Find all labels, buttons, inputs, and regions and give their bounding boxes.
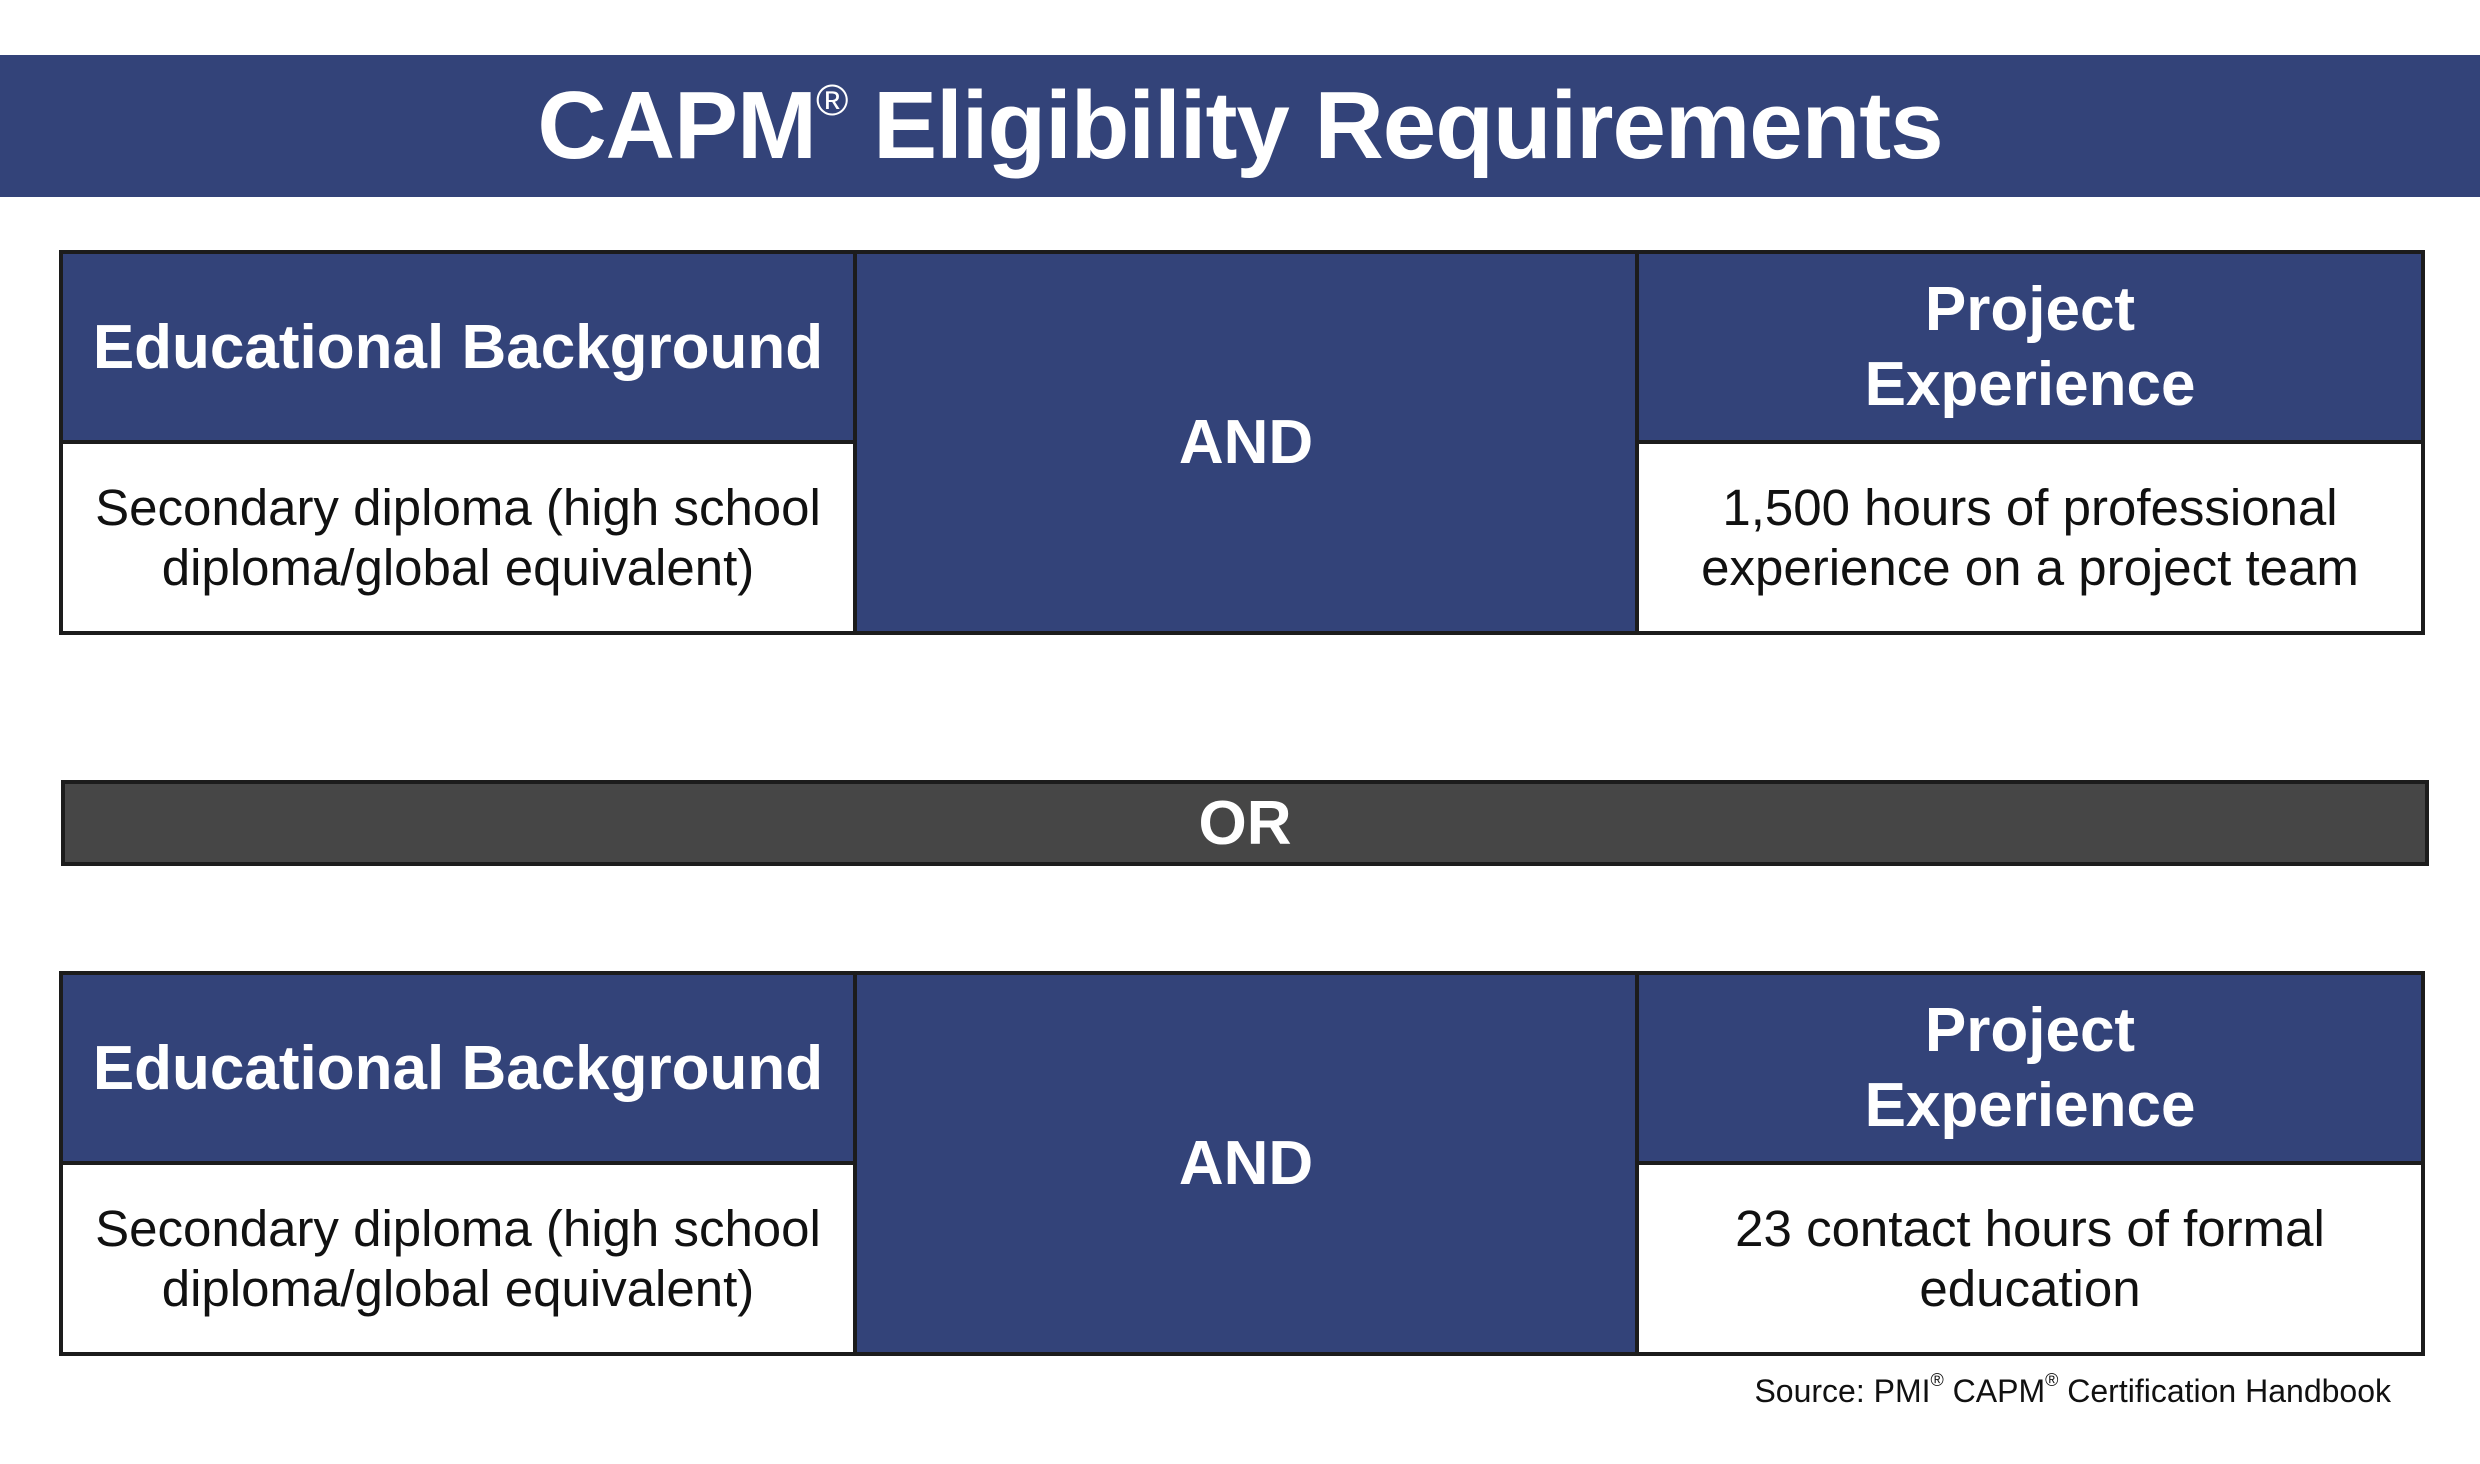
- source-citation: [1754, 1370, 2391, 1410]
- experience-detail: 1,500 hours of professional experience on a project team: [1701, 478, 2359, 596]
- education-detail: Secondary diploma (high school diploma/global equivalent): [95, 478, 821, 596]
- registered-mark: ®: [2045, 1370, 2059, 1391]
- education-detail-cell: [63, 444, 853, 631]
- and-connector-cell: [853, 975, 1639, 1352]
- requirement-table-1: [59, 250, 2425, 635]
- title-banner: [0, 55, 2480, 197]
- source-prefix: Source: PMI: [1754, 1373, 1931, 1409]
- title-rest: Eligibility Requirements: [847, 72, 1943, 179]
- source-middle: CAPM: [1943, 1373, 2046, 1409]
- page-title: [537, 71, 1942, 181]
- education-heading-cell: [63, 975, 853, 1165]
- experience-heading-cell: [1639, 975, 2421, 1165]
- experience-detail-cell: [1639, 1165, 2421, 1352]
- experience-heading-cell: [1639, 254, 2421, 444]
- requirement-table-2: [59, 971, 2425, 1356]
- and-connector: AND: [1178, 408, 1314, 477]
- and-connector: AND: [1178, 1129, 1314, 1198]
- experience-heading: Project Experience: [1864, 275, 2196, 419]
- registered-mark: ®: [1930, 1370, 1944, 1391]
- registered-mark: ®: [816, 76, 848, 125]
- education-heading: Educational Background: [92, 312, 824, 382]
- experience-detail: 23 contact hours of formal education: [1735, 1199, 2325, 1317]
- title-main: CAPM: [537, 72, 816, 179]
- education-detail-cell: [63, 1165, 853, 1352]
- education-heading-cell: [63, 254, 853, 444]
- and-connector-cell: [853, 254, 1639, 631]
- experience-detail-cell: [1639, 444, 2421, 631]
- experience-heading: Project Experience: [1864, 996, 2196, 1140]
- education-heading: Educational Background: [92, 1033, 824, 1103]
- or-separator: [61, 780, 2429, 866]
- source-suffix: Certification Handbook: [2058, 1373, 2391, 1409]
- or-label: OR: [1198, 788, 1292, 858]
- education-detail: Secondary diploma (high school diploma/global equivalent): [95, 1199, 821, 1317]
